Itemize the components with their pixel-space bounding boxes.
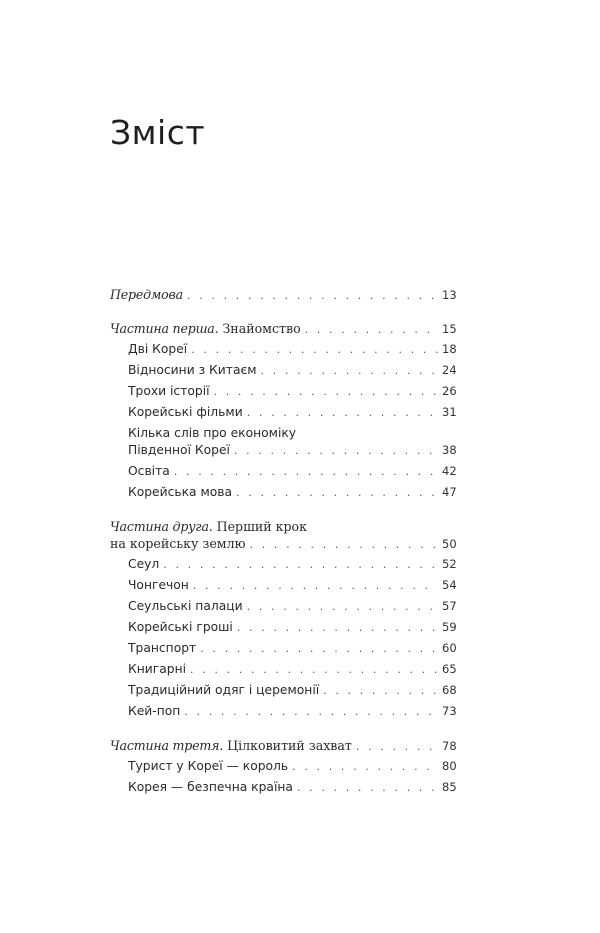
toc-page-number: 80 [442,759,457,773]
dot-leader [214,383,438,400]
dot-leader [190,661,438,678]
toc-page-number: 24 [442,363,457,377]
toc-page-number: 68 [442,683,457,697]
toc-page-number: 73 [442,704,457,718]
toc-entry-label: Турист у Кореї — король [128,759,289,773]
toc-entry[interactable] [110,341,456,362]
dot-leader [193,577,438,594]
toc-page-number: 78 [442,739,457,753]
toc-entry-label: Передмова [110,287,183,302]
toc-page-number: 31 [442,405,457,419]
toc-entry-label-line-1 [110,518,456,535]
toc-entry[interactable] [110,463,456,484]
dot-leader [237,619,438,636]
dot-leader [184,703,438,720]
toc-entry-preface[interactable] [110,286,456,307]
table-of-contents [110,286,456,800]
toc-page-number: 38 [442,443,457,457]
toc-entry[interactable] [110,661,456,682]
toc-entry-label: Дві Кореї [128,342,188,356]
toc-entry[interactable] [110,362,456,383]
toc-entry-label: Корейські гроші [128,620,233,634]
dot-leader [292,758,438,775]
toc-page-number: 52 [442,557,457,571]
toc-entry[interactable] [110,556,456,577]
dot-leader [250,536,438,553]
toc-page-number: 60 [442,641,457,655]
toc-entry-label: Освіта [128,464,170,478]
dot-leader [191,341,438,358]
toc-entry-line-2 [128,442,456,463]
toc-page-number: 13 [442,288,457,302]
dot-leader [305,321,438,338]
toc-entry-part-2[interactable] [110,518,456,556]
toc-entry[interactable] [110,598,456,619]
toc-entry[interactable] [110,404,456,425]
toc-entry-label: Відносини з Китаєм [128,363,257,377]
dot-leader [356,738,438,755]
toc-entry-part-3[interactable] [110,737,456,758]
toc-entry-label-line-2: Південної Кореї [128,443,230,457]
dot-leader [247,598,438,615]
dot-leader [174,463,438,480]
dot-leader [297,779,438,796]
toc-page-number: 57 [442,599,457,613]
dot-leader [234,442,438,459]
dot-leader [187,287,438,304]
toc-page-number: 15 [442,322,457,336]
toc-entry-label: Корейська мова [128,485,233,499]
toc-entry-label [110,320,301,337]
section-gap [110,307,456,320]
toc-entry[interactable] [110,640,456,661]
toc-entry[interactable] [110,703,456,724]
part-name: Частина перша. [110,321,219,336]
dot-leader [261,362,438,379]
dot-leader [236,484,438,501]
part-name: Частина третя. [110,738,224,753]
toc-page-number: 65 [442,662,457,676]
toc-entry[interactable] [110,682,456,703]
toc-entry-label-line-2: на корейську землю [110,536,246,551]
dot-leader [323,682,438,699]
toc-page-number: 54 [442,578,457,592]
toc-entry[interactable] [110,779,456,800]
dot-leader [247,404,438,421]
toc-entry-label: Сеульські палаци [128,599,243,613]
toc-entry-label: Транспорт [128,641,197,655]
toc-entry[interactable] [110,484,456,505]
toc-page-number: 42 [442,464,457,478]
toc-entry[interactable] [110,577,456,598]
toc-entry-label: Чонгечон [128,578,189,592]
part-title: Перший крок [216,519,307,534]
toc-entry[interactable] [110,383,456,404]
toc-entry[interactable] [110,758,456,779]
dot-leader [200,640,438,657]
toc-entry-label: Кей-поп [128,704,181,718]
toc-entry-label: Трохи історії [128,384,210,398]
toc-entry-line-2 [110,535,456,556]
toc-entry-label-line-1: Кілька слів про економіку [128,426,297,440]
toc-page-number: 47 [442,485,457,499]
toc-entry-label: Корейські фільми [128,405,243,419]
toc-page-number: 85 [442,780,457,794]
toc-page-number: 18 [442,342,457,356]
page-title: Зміст [110,113,206,152]
section-gap [110,724,456,737]
part-name: Частина друга. [110,519,213,534]
toc-entry-label: Традиційний одяг і церемонії [128,683,320,697]
toc-page-number: 50 [442,537,457,551]
part-title: Цілковитий захват [227,738,352,753]
toc-entry-part-1[interactable] [110,320,456,341]
section-gap [110,505,456,518]
toc-page-number: 26 [442,384,457,398]
toc-entry-label: Сеул [128,557,160,571]
toc-entry-label: Корея — безпечна країна [128,780,293,794]
part-title: Знайомство [222,321,301,336]
dot-leader [163,556,438,573]
toc-page-number: 59 [442,620,457,634]
toc-entry-label: Книгарні [128,662,187,676]
toc-entry[interactable] [110,425,456,463]
toc-entry-label [110,737,352,754]
toc-entry[interactable] [110,619,456,640]
